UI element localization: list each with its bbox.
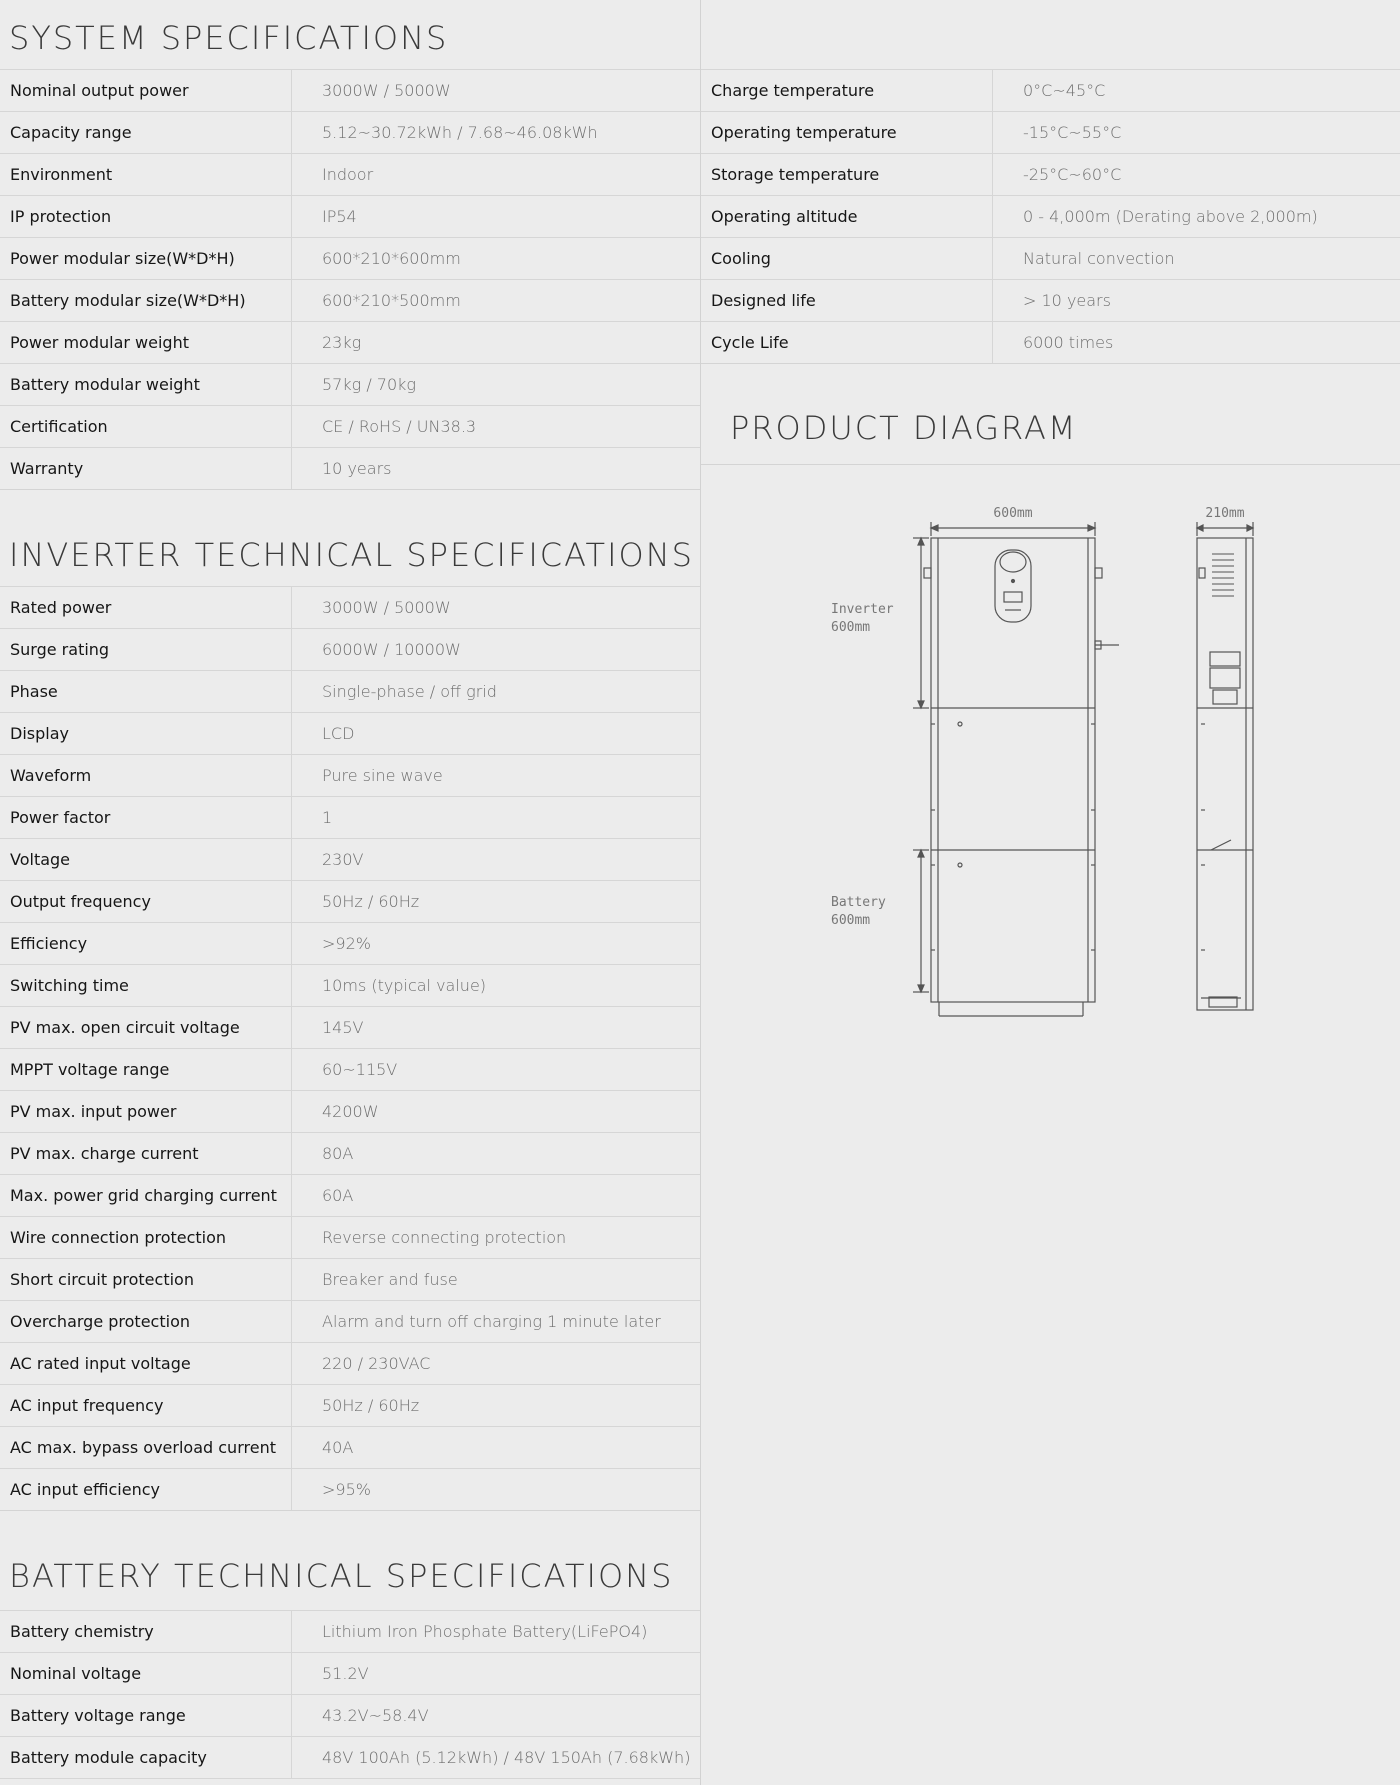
- spec-row: [0, 448, 700, 490]
- spec-value: CE / RoHS / UN38.3: [292, 406, 701, 448]
- spec-row: [0, 1175, 700, 1217]
- spec-value: Indoor: [292, 154, 701, 196]
- spec-value: 0°C~45°C: [993, 70, 1400, 112]
- spec-row: [0, 154, 700, 196]
- spec-label: Battery module capacity: [0, 1737, 292, 1779]
- spec-value: 50Hz / 60Hz: [292, 881, 701, 923]
- spec-row: [0, 406, 700, 448]
- spec-row: [0, 238, 700, 280]
- spec-value: 60A: [292, 1175, 701, 1217]
- spec-label: Battery modular weight: [0, 364, 292, 406]
- spec-label: PV max. charge current: [0, 1133, 292, 1175]
- spec-label: Efficiency: [0, 923, 292, 965]
- spec-value: >95%: [292, 1469, 701, 1511]
- spec-label: AC input frequency: [0, 1385, 292, 1427]
- spec-value: 10ms (typical value): [292, 965, 701, 1007]
- spec-value: IP54: [292, 196, 701, 238]
- spec-label: Operating temperature: [701, 112, 993, 154]
- spec-label: Cooling: [701, 238, 993, 280]
- spec-value: Lithium Iron Phosphate Battery(LiFePO4): [292, 1611, 701, 1653]
- spec-label: Short circuit protection: [0, 1259, 292, 1301]
- spec-row: [0, 364, 700, 406]
- spec-value: Single-phase / off grid: [292, 671, 701, 713]
- spec-label: Battery chemistry: [0, 1611, 292, 1653]
- spec-label: Phase: [0, 671, 292, 713]
- spec-row: [0, 881, 700, 923]
- spec-value: 10 years: [292, 448, 701, 490]
- spec-label: Battery modular size(W*D*H): [0, 280, 292, 322]
- spec-row: [0, 1217, 700, 1259]
- spec-label: Overcharge protection: [0, 1301, 292, 1343]
- spec-label: Operating altitude: [701, 196, 993, 238]
- depth-dimension-label: 210mm: [1205, 506, 1245, 521]
- spec-value: 40A: [292, 1427, 701, 1469]
- spec-label: Warranty: [0, 448, 292, 490]
- spec-label: Wire connection protection: [0, 1217, 292, 1259]
- spec-row: [0, 923, 700, 965]
- spec-label: Charge temperature: [701, 70, 993, 112]
- spec-label: Designed life: [701, 280, 993, 322]
- spec-value: 50Hz / 60Hz: [292, 1385, 701, 1427]
- spec-row: [0, 1737, 700, 1779]
- spec-label: Switching time: [0, 965, 292, 1007]
- spec-row: [0, 629, 700, 671]
- side-view: [1197, 522, 1253, 1010]
- spec-label: Environment: [0, 154, 292, 196]
- spec-label: IP protection: [0, 196, 292, 238]
- system-specifications-table: [0, 69, 700, 489]
- spec-value: >92%: [292, 923, 701, 965]
- battery-height-label: 600mm: [831, 913, 871, 928]
- spec-row: [701, 280, 1400, 322]
- spec-row: [0, 797, 700, 839]
- spec-label: Nominal output power: [0, 70, 292, 112]
- spec-value: 43.2V~58.4V: [292, 1695, 701, 1737]
- spec-row: [0, 755, 700, 797]
- spec-label: PV max. input power: [0, 1091, 292, 1133]
- width-dimension-label: 600mm: [993, 506, 1033, 521]
- spec-value: > 10 years: [993, 280, 1400, 322]
- spec-row: [0, 1007, 700, 1049]
- spec-row: [0, 1091, 700, 1133]
- inverter-label: Inverter: [831, 602, 894, 617]
- spec-label: Cycle Life: [701, 322, 993, 364]
- spec-value: 57kg / 70kg: [292, 364, 701, 406]
- spec-row: [0, 1133, 700, 1175]
- spec-value: LCD: [292, 713, 701, 755]
- spec-value: 3000W / 5000W: [292, 587, 701, 629]
- inverter-height-label: 600mm: [831, 620, 871, 635]
- spec-row: [0, 1343, 700, 1385]
- spec-value: 1: [292, 797, 701, 839]
- spec-label: PV max. open circuit voltage: [0, 1007, 292, 1049]
- spec-value: 5.12~30.72kWh / 7.68~46.08kWh: [292, 112, 701, 154]
- left-column: [0, 0, 700, 1779]
- spec-row: [0, 1301, 700, 1343]
- spec-label: MPPT voltage range: [0, 1049, 292, 1091]
- spec-value: 145V: [292, 1007, 701, 1049]
- spec-row: [0, 70, 700, 112]
- spec-label: Power modular size(W*D*H): [0, 238, 292, 280]
- spec-row: [701, 154, 1400, 196]
- spec-row: [0, 322, 700, 364]
- spec-row: [701, 112, 1400, 154]
- spec-label: Display: [0, 713, 292, 755]
- spec-value: 80A: [292, 1133, 701, 1175]
- inverter-specifications-title: INVERTER TECHNICAL SPECIFICATIONS: [0, 489, 700, 586]
- spec-row: [0, 1611, 700, 1653]
- spec-value: -15°C~55°C: [993, 112, 1400, 154]
- spec-label: Waveform: [0, 755, 292, 797]
- spec-row: [0, 713, 700, 755]
- right-column-header-spacer: [701, 0, 1400, 69]
- spec-label: Battery voltage range: [0, 1695, 292, 1737]
- spec-row: [0, 1653, 700, 1695]
- battery-specifications-table: [0, 1610, 700, 1779]
- spec-label: Rated power: [0, 587, 292, 629]
- spec-row: [701, 70, 1400, 112]
- spec-value: 600*210*600mm: [292, 238, 701, 280]
- right-column: [700, 0, 1400, 1785]
- spec-row: [701, 322, 1400, 364]
- spec-value: 220 / 230VAC: [292, 1343, 701, 1385]
- spec-label: Storage temperature: [701, 154, 993, 196]
- spec-label: Certification: [0, 406, 292, 448]
- product-diagram-title: PRODUCT DIAGRAM: [701, 363, 1400, 465]
- spec-value: 51.2V: [292, 1653, 701, 1695]
- spec-row: [0, 1695, 700, 1737]
- spec-row: [0, 671, 700, 713]
- spec-value: 23kg: [292, 322, 701, 364]
- spec-row: [0, 112, 700, 154]
- spec-label: Voltage: [0, 839, 292, 881]
- spec-value: Reverse connecting protection: [292, 1217, 701, 1259]
- spec-value: 6000W / 10000W: [292, 629, 701, 671]
- spec-row: [701, 196, 1400, 238]
- spec-row: [0, 965, 700, 1007]
- spec-value: Pure sine wave: [292, 755, 701, 797]
- spec-row: [0, 1385, 700, 1427]
- spec-value: 48V 100Ah (5.12kWh) / 48V 150Ah (7.68kWh): [292, 1737, 701, 1779]
- spec-row: [0, 1259, 700, 1301]
- spec-label: AC rated input voltage: [0, 1343, 292, 1385]
- spec-value: 4200W: [292, 1091, 701, 1133]
- spec-value: 60~115V: [292, 1049, 701, 1091]
- spec-row: [701, 238, 1400, 280]
- spec-row: [0, 280, 700, 322]
- spec-value: 0 - 4,000m (Derating above 2,000m): [993, 196, 1400, 238]
- vent-grille: [1212, 554, 1234, 596]
- inverter-specifications-table: [0, 586, 700, 1510]
- spec-label: AC input efficiency: [0, 1469, 292, 1511]
- spec-value: Breaker and fuse: [292, 1259, 701, 1301]
- spec-value: 3000W / 5000W: [292, 70, 701, 112]
- spec-row: [0, 1427, 700, 1469]
- spec-label: Nominal voltage: [0, 1653, 292, 1695]
- spec-row: [0, 196, 700, 238]
- spec-label: Power modular weight: [0, 322, 292, 364]
- spec-label: Power factor: [0, 797, 292, 839]
- spec-value: Natural convection: [993, 238, 1400, 280]
- spec-value: Alarm and turn off charging 1 minute later: [292, 1301, 701, 1343]
- spec-label: Max. power grid charging current: [0, 1175, 292, 1217]
- battery-specifications-title: BATTERY TECHNICAL SPECIFICATIONS: [0, 1510, 700, 1610]
- spec-label: Output frequency: [0, 881, 292, 923]
- spec-value: 230V: [292, 839, 701, 881]
- system-specifications-title: SYSTEM SPECIFICATIONS: [9, 19, 449, 57]
- system-specifications-right-table: [701, 69, 1400, 363]
- spec-value: 6000 times: [993, 322, 1400, 364]
- spec-row: [0, 1049, 700, 1091]
- spec-value: 600*210*500mm: [292, 280, 701, 322]
- battery-label: Battery: [831, 895, 886, 910]
- spec-row: [0, 839, 700, 881]
- spec-label: Surge rating: [0, 629, 292, 671]
- spec-label: AC max. bypass overload current: [0, 1427, 292, 1469]
- spec-label: Capacity range: [0, 112, 292, 154]
- spec-row: [0, 587, 700, 629]
- spec-row: [0, 1469, 700, 1511]
- product-diagram: [701, 460, 1400, 1020]
- front-view: [913, 522, 1119, 1016]
- spec-value: -25°C~60°C: [993, 154, 1400, 196]
